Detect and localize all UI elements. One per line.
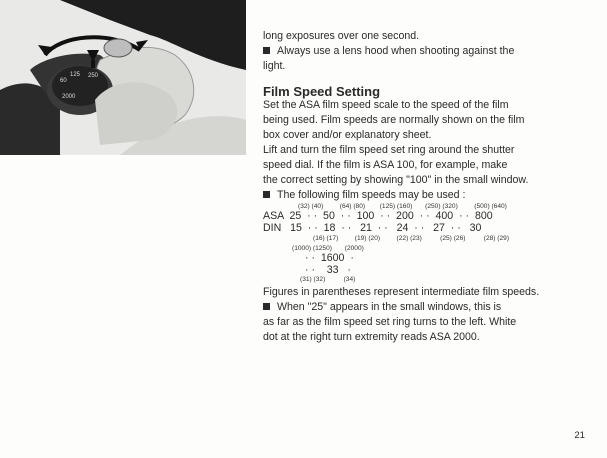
asa2-intermediate-values: (1000) (1250) (2000) <box>292 245 364 252</box>
para2-line1: Lift and turn the film speed set ring around the shutter <box>263 144 515 156</box>
svg-text:250: 250 <box>88 73 99 79</box>
para0-line3: light. <box>263 60 286 72</box>
svg-text:60: 60 <box>60 78 67 84</box>
bullet-icon <box>263 191 270 198</box>
para2-line2: speed dial. If the film is ASA 100, for example, make <box>263 159 508 171</box>
dial-text: 2000 <box>62 94 76 100</box>
para5-line2: as far as the film speed set ring turns to the left. White <box>263 316 517 328</box>
para1-line3: box cover and/or explanatory sheet. <box>263 129 432 141</box>
para0-line2: Always use a lens hood when shooting against the <box>263 44 514 59</box>
para1-line2: being used. Film speeds are normally shown on the film <box>263 114 525 126</box>
para3: The following film speeds may be used : <box>263 188 465 203</box>
asa-intermediate-values: (32) (40) (64) (80) (125) (160) (250) (320) (500) (640) <box>298 203 507 210</box>
camera-dial-photo <box>0 0 246 155</box>
asa-row: ASA 25 · · 50 · · 100 · · 200 · · 400 · · 800 <box>263 210 493 222</box>
din-intermediate-values: (16) (17) (19) (20) (22) (23) (25) (26) (28) (29) <box>313 235 510 242</box>
section-heading: Film Speed Setting <box>263 84 381 99</box>
din2-intermediate-values: (31) (32) (34) <box>300 276 356 283</box>
svg-text:125: 125 <box>70 72 81 78</box>
para2-line3: the correct setting by showing "100" in the small window. <box>263 174 529 186</box>
para4: Figures in parentheses represent intermediate film speeds. <box>263 286 540 298</box>
din-row: DIN 15 · · 18 · · 21 · · 24 · · 27 · · 30 <box>263 222 482 234</box>
bullet-icon <box>263 303 270 310</box>
asa2-row: · · 1600 · <box>305 252 354 264</box>
bullet-icon <box>263 47 270 54</box>
para5-line3: dot at the right turn extremity reads ASA 2000. <box>263 331 480 343</box>
film-speed-dial-illustration <box>0 0 246 155</box>
din2-row: · · 33 · <box>305 264 351 276</box>
para0-line1: long exposures over one second. <box>263 30 420 42</box>
para1-line1: Set the ASA film speed scale to the speed of the film <box>263 99 509 111</box>
page-number: 21 <box>574 430 585 441</box>
para5-line1: When "25" appears in the small windows, this is <box>263 300 501 315</box>
